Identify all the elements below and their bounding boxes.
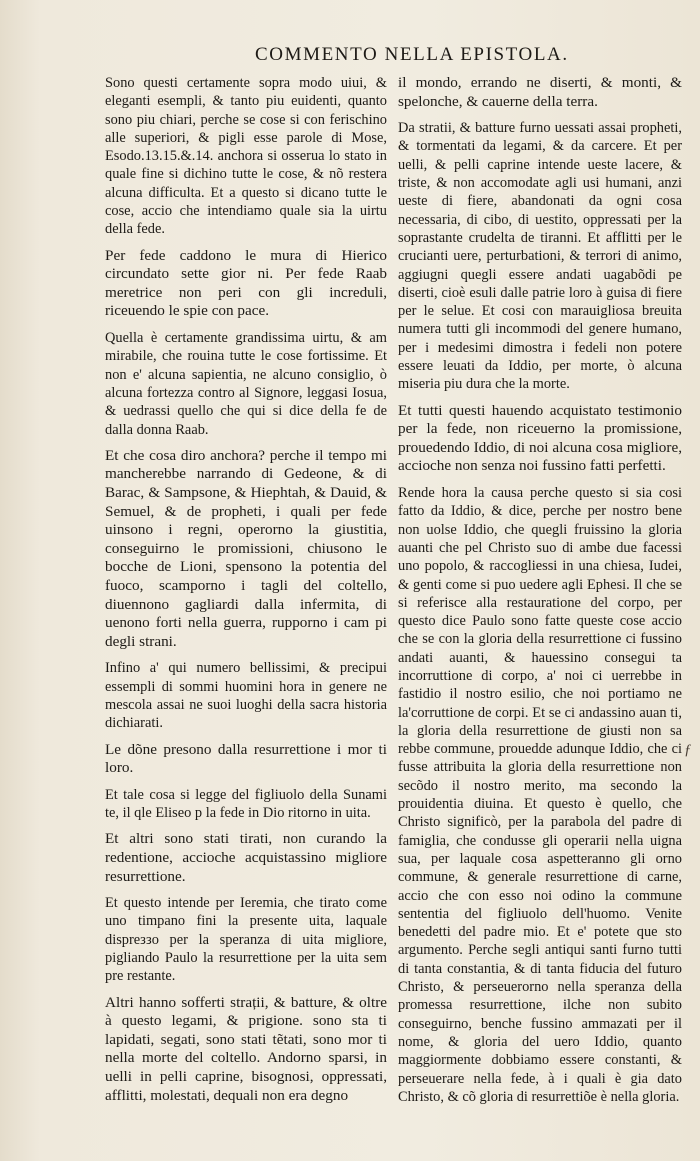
scripture-paragraph: il mondo, errando ne diserti, & monti, & spelonche, & cauerne della terra.	[398, 74, 682, 110]
scripture-paragraph: Per fede caddono le mura di Hierico circundato sette gior ni. Per fede Raab meretrice non peri con gli increduli, riceuendo le spie con pace.	[105, 246, 387, 320]
commentary-paragraph: Et questo intende per Ieremia, che tirato come uno timpano fini la presente uita, laquale dispreззo per la speranza di uita migliore, pigliando Paulo la resurrettione per la uita sem pre restante.	[105, 895, 387, 985]
scripture-paragraph: Altri hanno sofferti strații, & batture, & oltre à questo legami, & prigione. sono sta ti lapidati, segati, sono stati tẽtati, sono mor ti nella morte del coltello. Andorno sparsi, in uelli in pelli caprine, bisognosi, oppressati, afflitti, molestati, dequali non era degno	[105, 993, 387, 1104]
scripture-paragraph: Et tutti questi hauendo acquistato testimonio per la fede, non riceuerno la promissione, prouedendo Iddio, di noi alcuna cosa migliore, accioche non senza noi fussino fatti perfetti.	[398, 401, 682, 475]
scripture-paragraph: Et che cosa diro anchora? perche il tempo mi mancherebbe narrando di Gedeone, & di Barac, & Sampsone, & Hiephtah, & Dauid, & Semuel, & de propheti, i quali per fede uinsono i regni, operorno la giustitia, conseguirno le promissioni, chiusono le bocche de Lioni, spensono la potentia del fuoco, scamporno i tagli del coltello, diuennono gagliardi dalla infermita, di uenono forti nella guerra, rupporno i cam pi degli strani.	[105, 446, 387, 650]
margin-note: ƒ	[684, 742, 692, 758]
commentary-paragraph: Quella è certamente grandissima uirtu, & am mirabile, che rouina tutte le cose fortissime. Et non e' alcuna sapientia, ne alcuno consiglio, ò alcuna fortezza contro al Signore, leggasi Iosua, & uedrassi quello che qui si dice della fe de dalla donna Raab.	[105, 330, 387, 438]
commentary-paragraph: Sono questi certamente sopra modo uiui, & eleganti esempli, & tanto piu euidenti, quanto sono piu chiari, perche se cose si con ferischino alle superiori, & pigli esse parole di Mose, Esodo.13.15.&.14. anchora si osserua lo stato in quale fine si dichino tutte le cose, & nõ restera alcuna difficulta. Et a questo si dicano tutte le cose, accio che intendiamo quale sia la uirtu della fede.	[105, 75, 387, 238]
scripture-paragraph: Et altri sono stati tirati, non curando la redentione, accioche acquistassino migliore resurrettione.	[105, 830, 387, 885]
scripture-paragraph: Le dõne presono dalla resurrettione i mor ti loro.	[105, 740, 387, 777]
right-column	[398, 74, 682, 1114]
commentary-paragraph: Infino a' qui numero bellissimi, & precipui essempli di sommi huomini hora in genere ne mescola assai ne suoi luoghi della sacra historia dichiarati.	[105, 660, 387, 732]
running-title: COMMENTO NELLA EPISTOLA.	[255, 44, 569, 65]
commentary-paragraph: Da stratii, & batture furno uessati assai propheti, & tormentati da legami, & da carcere. Et per uelli, & pelli caprine intende ueste lacere, & triste, & non accomodate agli usi humani, anzi ueste di fiere, abandonati da ogni cosa necessaria, di cibo, di uestito, oppressati per la soprastante crudelta de tiranni. Et afflitti per le crucianti uere, perturbationi, & terrori di animo, aggiugni quegli essere andati uagabõdi pe diserti, cioè esuli dalle patrie loro à guisa di fiere per le selue. Et cosi con marauigliosa breuita numera tutti gli incommodi del genere humano, per i medesimi dimostra i fedeli non potere essere leuati da Iddio, per morte, ò alcuna miseria piu dura che la morte.	[398, 120, 682, 393]
commentary-paragraph: Rende hora la causa perche questo si sia cosi fatto da Iddio, & dice, perche per nostro bene non uolse Iddio, che quegli fruissino la gloria auanti che pel Christo suo di ambe due facessi uno popolo, & raccogliessi in una chiesa, Iudei, & genti come si puo uedere agli Ephesi. Il che se si referisce alla restauratione del corpo, per questo dice Paulo sono fatte queste cose accio che se con la gloria della resurrettione ci fussino andati auanti, & hauessino consegui ta incorruttione di corpo, a' noi ci uerrebbe in fastidio il nostro esilio, che noi portiamo ne la'corruttione de corpi. Et se ci andassino auan ti, la gloria della resurrettione de giusti non sa rebbe commune, prouedde adunque Iddio, che ci fusse attribuita la gloria della resurrettione non secõdo il nostro merito, ma secondo la prouidentia diuina. Et questo è quello, che Christo significò, per la parabola del padre di famiglia, che condusse gli operarii nella uigna sua, per laquale cosa aspetteranno gli orno commune, & generale resurrettione di carne, accio che con esso noi odino la commune sententia del figliuolo dell'huomo. Venite benedetti del padre mio. Et e' potete que sto argumento. Perche segli antiqui santi furno tutti di tanta constantia, & di tanta fiducia del futuro Christo, & perseuerorno nella speranza della promessa resurrettione, ilche non subito conseguirno, benche fussino ammazati per il nome, & gloria del uero Iddio, quanto maggiormente dobbiamo essere constanti, & perseuerare nella fede, à i quali è gia dato Christo, & cõ gloria di resurrettiõe è nella gloria.	[398, 485, 682, 1105]
left-column	[105, 74, 387, 1113]
commentary-paragraph: Et tale cosa si legge del figliuolo della Sunami te, il qle Eliseo p la fede in Dio ritorno in uita.	[105, 786, 387, 822]
